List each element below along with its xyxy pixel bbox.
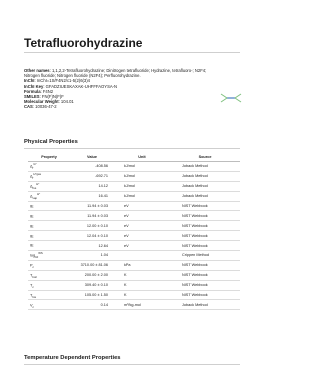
table-row: [28, 251, 240, 261]
property-cell: [28, 162, 70, 172]
property-symbol: log: [30, 253, 36, 258]
table-header-row: [28, 152, 240, 162]
smiles-value: FN(F)N(F)F: [41, 94, 64, 100]
property-cell: [28, 260, 70, 270]
property-subscript: c: [32, 304, 34, 309]
value-cell: 105.00 ± 1.50: [70, 290, 114, 300]
property-symbol: IE: [30, 223, 34, 228]
property-subscript: c: [32, 265, 34, 270]
property-cell: [28, 270, 70, 280]
table-row: [28, 162, 240, 172]
property-symbol: T: [30, 273, 33, 278]
cas-label: CAS: [24, 104, 33, 110]
source-cell: NIST Webbook: [170, 211, 240, 221]
unit-cell: kJ/mol: [114, 191, 170, 201]
molecular-weight-line: Molecular Weight: 104.01: [24, 99, 74, 105]
property-cell: [28, 201, 70, 211]
header-unit: Unit: [114, 152, 170, 162]
property-subscript: 10: [35, 255, 39, 260]
cas-line: CAS: 10036-47-2: [24, 104, 57, 110]
inchikey-value: GFADZIUESKAXAK-UHFFFAOYSA-N: [45, 83, 118, 89]
property-symbol: P: [30, 263, 33, 268]
property-symbol: T: [30, 293, 33, 298]
formula-line: Formula: F4N2: [24, 88, 54, 94]
property-cell: [28, 211, 70, 221]
value-cell: -692.71: [70, 171, 114, 181]
molecular-weight-value: 104.01: [60, 99, 74, 105]
unit-cell: K: [114, 280, 170, 290]
value-cell: 14.12: [70, 181, 114, 191]
unit-cell: K: [114, 290, 170, 300]
property-symbol: Δ: [30, 184, 33, 189]
property-subscript: fus: [32, 294, 37, 299]
temperature-divider: [24, 364, 240, 365]
unit-cell: [114, 251, 170, 261]
source-cell: Crippen Method: [170, 251, 240, 261]
table-row: [28, 290, 240, 300]
table-row: [28, 181, 240, 191]
source-cell: Joback Method: [170, 162, 240, 172]
smiles-line: SMILES: FN(F)N(F)F: [24, 94, 64, 100]
property-subscript: boil: [32, 275, 37, 280]
value-cell: 16.41: [70, 191, 114, 201]
property-subscript: c: [32, 285, 34, 290]
property-cell: [28, 191, 70, 201]
physical-divider: [24, 148, 240, 149]
property-cell: [28, 241, 70, 251]
value-cell: 309.40 ± 0.10: [70, 280, 114, 290]
source-cell: NIST Webbook: [170, 290, 240, 300]
value-cell: 12.04 ± 0.10: [70, 231, 114, 241]
table-row: [28, 191, 240, 201]
source-cell: NIST Webbook: [170, 221, 240, 231]
unit-cell: kJ/mol: [114, 162, 170, 172]
property-cell: [28, 231, 70, 241]
inchi-line: InChI: InChI=1S/F4N2/c1-5(2)6(3)4: [24, 78, 90, 84]
property-symbol: IE: [30, 243, 34, 248]
unit-cell: eV: [114, 221, 170, 231]
source-cell: Joback Method: [170, 171, 240, 181]
formula-value: F4N2: [42, 88, 54, 94]
source-cell: NIST Webbook: [170, 280, 240, 290]
source-cell: NIST Webbook: [170, 201, 240, 211]
table-body: [28, 162, 240, 310]
table-row: [28, 241, 240, 251]
property-cell: [28, 181, 70, 191]
property-superscript: H°: [36, 182, 40, 187]
property-superscript: H°gas: [33, 172, 41, 177]
source-cell: Joback Method: [170, 181, 240, 191]
other-names-value: 1,1,2,2-Tetrafluorohydrazine; Dinitrogen tetrafluoride; Hydrazine, tetrafluoro-; N2F4; Nitrogen fluoride; Nitrogen fluoride (N2F4); Perfluorohydrazine.: [24, 68, 207, 79]
property-subscript: f: [32, 176, 34, 181]
value-cell: 12.00 ± 0.10: [70, 221, 114, 231]
table-row: [28, 211, 240, 221]
value-cell: 3710.00 ± 81.06: [70, 260, 114, 270]
molecule-structure-image: [218, 92, 244, 104]
unit-cell: eV: [114, 231, 170, 241]
property-cell: [28, 171, 70, 181]
property-symbol: IE: [30, 233, 34, 238]
compound-info: [24, 68, 214, 110]
property-cell: [28, 280, 70, 290]
value-cell: 11.94 ± 0.03: [70, 211, 114, 221]
source-cell: NIST Webbook: [170, 270, 240, 280]
unit-cell: kPa: [114, 260, 170, 270]
value-cell: 11.94 ± 0.03: [70, 201, 114, 211]
table-row: [28, 270, 240, 280]
smiles-label: SMILES: [24, 94, 40, 100]
unit-cell: kJ/mol: [114, 181, 170, 191]
physical-properties-table: [28, 152, 240, 310]
property-symbol: IE: [30, 214, 34, 219]
other-names-label: Other names: [24, 68, 50, 73]
inchi-label: InChI: [24, 78, 35, 84]
source-cell: NIST Webbook: [170, 231, 240, 241]
value-cell: 1.04: [70, 251, 114, 261]
physical-properties-heading: Physical Properties: [24, 139, 78, 145]
source-cell: NIST Webbook: [170, 260, 240, 270]
inchikey-line: InChI Key: GFADZIUESKAXAK-UHFFFAOYSA-N: [24, 83, 118, 89]
property-symbol: Δ: [30, 164, 33, 169]
property-superscript: WS: [38, 251, 43, 256]
value-cell: 12.64: [70, 241, 114, 251]
property-symbol: V: [30, 303, 33, 308]
header-source: Source: [170, 152, 240, 162]
source-cell: Joback Method: [170, 191, 240, 201]
header-value: Value: [70, 152, 114, 162]
property-subscript: f: [32, 166, 34, 171]
property-cell: [28, 300, 70, 310]
molecular-weight-label: Molecular Weight: [24, 99, 59, 105]
title-divider: [24, 52, 240, 53]
unit-cell: eV: [114, 211, 170, 221]
unit-cell: m³/kg-mol: [114, 300, 170, 310]
value-cell: 0.14: [70, 300, 114, 310]
formula-label: Formula: [24, 88, 41, 94]
header-property: Property: [28, 152, 70, 162]
table-row: [28, 260, 240, 270]
property-symbol: IE: [30, 204, 34, 209]
unit-cell: eV: [114, 201, 170, 211]
table-row: [28, 221, 240, 231]
temperature-properties-heading: Temperature Dependent Properties: [24, 355, 121, 361]
unit-cell: eV: [114, 241, 170, 251]
source-cell: NIST Webbook: [170, 241, 240, 251]
source-cell: Joback Method: [170, 300, 240, 310]
page-title: Tetrafluorohydrazine: [24, 36, 143, 50]
property-superscript: H°: [37, 191, 41, 196]
property-cell: [28, 221, 70, 231]
inchi-value: InChI=1S/F4N2/c1-5(2)6(3)4: [36, 78, 90, 84]
value-cell: 200.00 ± 2.00: [70, 270, 114, 280]
inchikey-label: InChI Key: [24, 83, 44, 89]
property-symbol: T: [30, 283, 33, 288]
table-row: [28, 171, 240, 181]
property-symbol: Δ: [30, 174, 33, 179]
property-cell: [28, 251, 70, 261]
other-names-line: Other names: 1,1,2,2-Tetrafluorohydrazine; Dinitrogen tetrafluoride; Hydrazine, tetrafluoro-; N2F4; Nitrogen fluoride; Nitrogen fluoride (N2F4); Perfluorohydrazine.: [24, 68, 207, 79]
cas-value: 10036-47-2: [35, 104, 57, 110]
unit-cell: kJ/mol: [114, 171, 170, 181]
table-row: [28, 201, 240, 211]
property-subscript: fus: [32, 186, 37, 191]
property-subscript: vap: [32, 196, 38, 200]
table-row: [28, 231, 240, 241]
value-cell: -408.56: [70, 162, 114, 172]
table-row: [28, 280, 240, 290]
property-symbol: Δ: [30, 194, 33, 199]
property-superscript: G°: [33, 162, 37, 167]
property-cell: [28, 290, 70, 300]
table-row: [28, 300, 240, 310]
unit-cell: K: [114, 270, 170, 280]
